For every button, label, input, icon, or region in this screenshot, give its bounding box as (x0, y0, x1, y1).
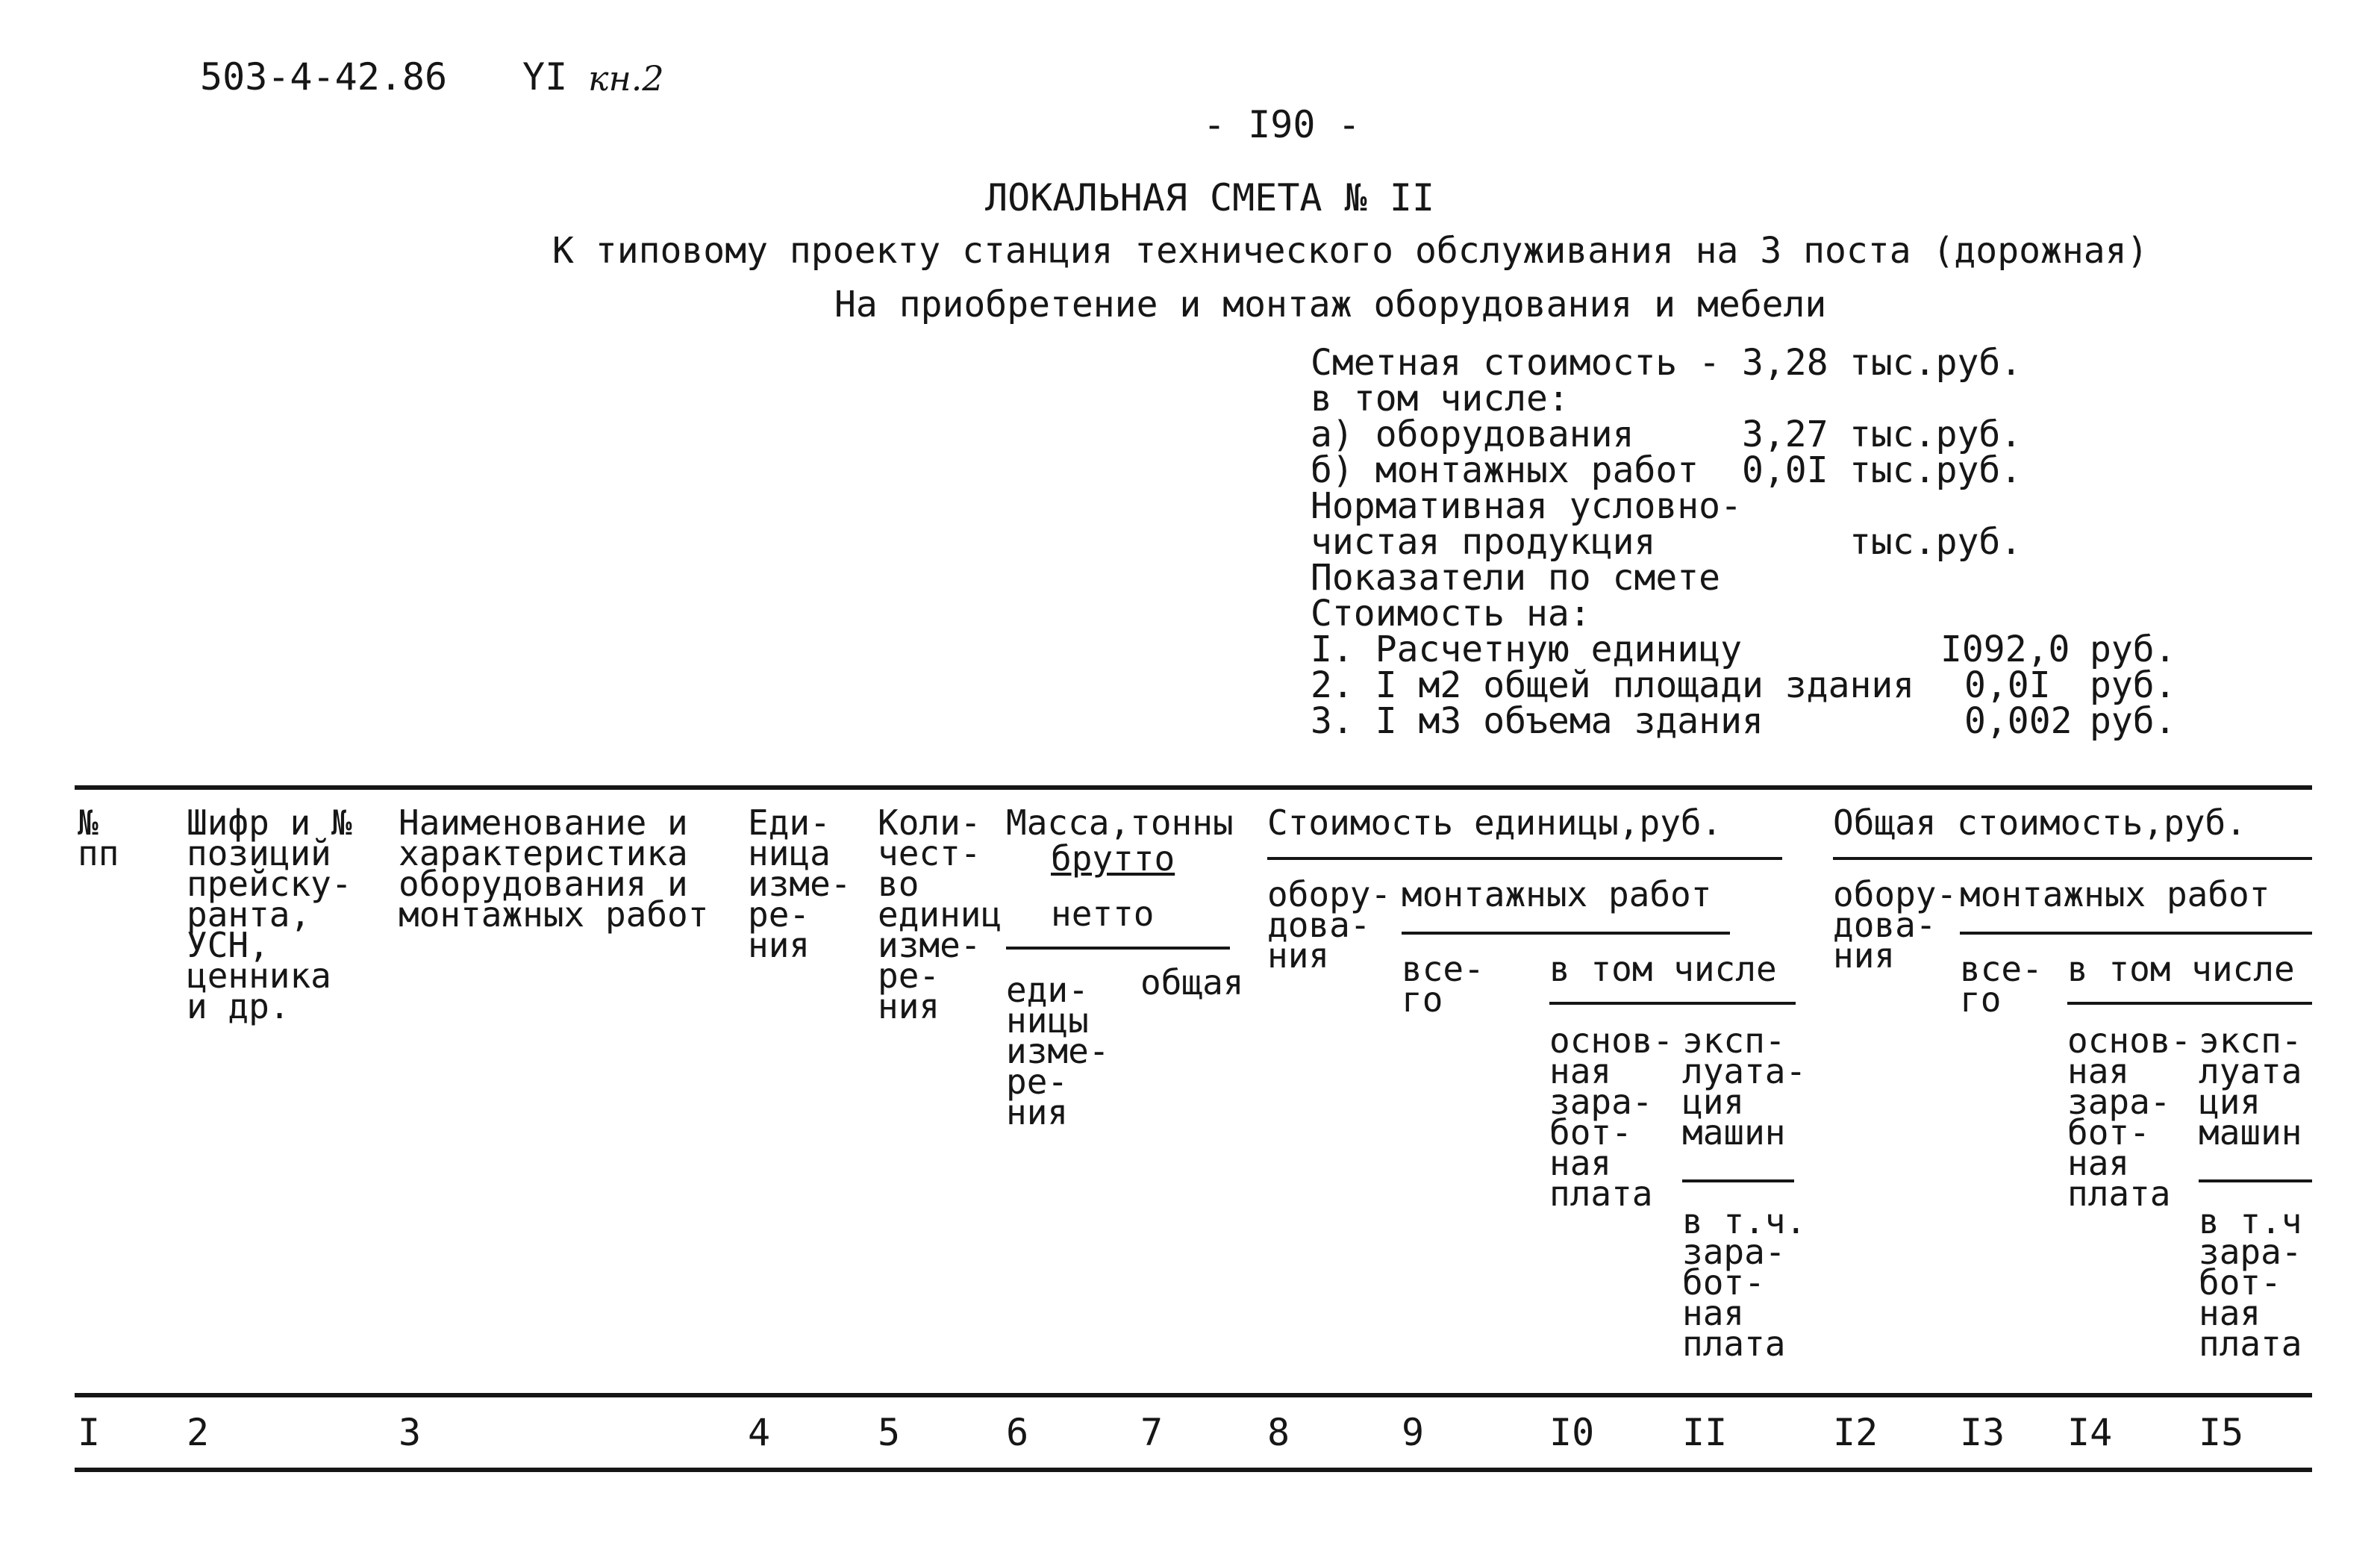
header-col-quantity: Коли- чест- во единиц изме- ре- ния (878, 802, 1002, 1026)
total-including-rule (2067, 1002, 2312, 1005)
column-number: I0 (1549, 1411, 1595, 1454)
header-total-install-works: монтажных работ (1960, 874, 2270, 914)
total-install-rule (1960, 932, 2312, 935)
unit-install-rule (1402, 932, 1730, 935)
column-number: 2 (187, 1411, 210, 1454)
header-col-number: № пп (78, 802, 119, 873)
header-unit-total: все- го (1402, 949, 1484, 1020)
header-unit-equipment: обору- дова- ния (1267, 874, 1392, 976)
summary-cost-per: Стоимость на: (1311, 593, 1591, 635)
summary-cost-label: Сметная стоимость - (1311, 342, 1721, 384)
header-unit-machine-ops: эксп- луата- ция машин (1682, 1020, 1807, 1153)
summary-per-m2-label: 2. I м2 общей площади здания (1311, 664, 1915, 706)
column-number: 8 (1267, 1411, 1290, 1454)
column-number: I (78, 1411, 101, 1454)
column-number: I2 (1833, 1411, 1878, 1454)
summary-per-unit-unit: руб. (2090, 629, 2176, 670)
mass-netto-rule (1006, 947, 1230, 950)
header-total-machine-ops: эксп- луата ция машин (2199, 1020, 2302, 1153)
summary-install-unit: тыс.руб. (1849, 449, 2023, 491)
header-col-name: Наименование и характеристика оборудования и монтажных работ (399, 802, 709, 935)
header-unit-incl-wage: в т.ч. зара- бот- ная плата (1682, 1201, 1807, 1364)
column-number: 5 (878, 1411, 901, 1454)
summary-normative-line1: Нормативная условно- (1311, 485, 1742, 527)
table-bottom-rule (75, 1468, 2312, 1472)
column-number: I5 (2199, 1411, 2244, 1454)
header-col-unit: Еди- ница изме- ре- ния (748, 802, 852, 965)
page-number: - I90 - (1203, 103, 1361, 146)
summary-including: в том числе: (1311, 378, 1570, 420)
total-cost-rule (1833, 857, 2312, 860)
estimate-title: ЛОКАЛЬНАЯ СМЕТА № II (985, 176, 1435, 219)
header-bottom-rule (75, 1393, 2312, 1397)
column-number: 3 (399, 1411, 422, 1454)
summary-per-m2-unit: руб. (2090, 664, 2176, 706)
header-total-cost-group: Общая стоимость,руб. (1833, 802, 2246, 843)
column-number: 4 (748, 1411, 771, 1454)
summary-cost-unit: тыс.руб. (1849, 342, 2023, 384)
column-number: II (1682, 1411, 1728, 1454)
estimate-subtitle-purpose: На приобретение и монтаж оборудования и мебели (834, 284, 1827, 325)
unit-including-rule (1549, 1002, 1796, 1005)
summary-indicators: Показатели по смете (1311, 557, 1721, 599)
total-machine-rule (2199, 1179, 2312, 1182)
header-total-including: в том числе (2067, 949, 2295, 989)
volume-number: YI (522, 55, 568, 99)
summary-equipment-value: 3,27 (1742, 414, 1828, 455)
summary-per-unit-label: I. Расчетную единицу (1311, 629, 1742, 670)
summary-equipment-unit: тыс.руб. (1849, 414, 2023, 455)
header-unit-install-works: монтажных работ (1402, 874, 1712, 914)
summary-per-unit-value: I092,0 (1940, 629, 2070, 670)
summary-per-m3-value: 0,002 (1964, 700, 2073, 742)
summary-per-m2-value: 0,0I (1964, 664, 2051, 706)
header-total-total: все- го (1960, 949, 2043, 1020)
header-mass-brutto: брутто (1051, 838, 1175, 879)
summary-install-label: б) монтажных работ (1311, 449, 1699, 491)
header-mass-netto: нетто (1051, 894, 1155, 934)
summary-per-m3-unit: руб. (2090, 700, 2176, 742)
column-number: I4 (2067, 1411, 2113, 1454)
header-unit-base-wage: основ- ная зара- бот- ная плата (1549, 1020, 1674, 1214)
summary-normative-line2: чистая продукция (1311, 521, 1656, 563)
summary-install-value: 0,0I (1742, 449, 1828, 491)
header-mass-per-unit: еди- ницы изме- ре- ния (1006, 970, 1110, 1132)
column-number: 6 (1006, 1411, 1029, 1454)
column-number: 7 (1140, 1411, 1164, 1454)
document-code: 503-4-42.86 (200, 55, 448, 99)
unit-cost-rule (1267, 857, 1782, 860)
estimate-subtitle-project: К типовому проекту станция технического обслуживания на 3 поста (дорожная) (552, 230, 2149, 272)
summary-normative-unit: тыс.руб. (1849, 521, 2023, 563)
summary-equipment-label: а) оборудования (1311, 414, 1634, 455)
header-total-incl-wage: в т.ч зара- бот- ная плата (2199, 1201, 2302, 1364)
column-number: 9 (1402, 1411, 1425, 1454)
column-number: I3 (1960, 1411, 2005, 1454)
summary-per-m3-label: 3. I м3 объема здания (1311, 700, 1764, 742)
summary-cost-value: 3,28 (1742, 342, 1828, 384)
volume-handwritten-note: кн.2 (588, 58, 664, 99)
header-mass-total: общая (1140, 962, 1244, 1003)
unit-machine-rule (1682, 1179, 1794, 1182)
header-col-code: Шифр и № позиций прейску- ранта, УСН, ценника и др. (187, 802, 352, 1026)
header-total-base-wage: основ- ная зара- бот- ная плата (2067, 1020, 2192, 1214)
header-mass-group: Масса,тонны (1006, 802, 1234, 843)
header-unit-including: в том числе (1549, 949, 1777, 989)
header-unit-cost-group: Стоимость единицы,руб. (1267, 802, 1722, 843)
header-total-equipment: обору- дова- ния (1833, 874, 1958, 976)
table-top-rule (75, 785, 2312, 790)
